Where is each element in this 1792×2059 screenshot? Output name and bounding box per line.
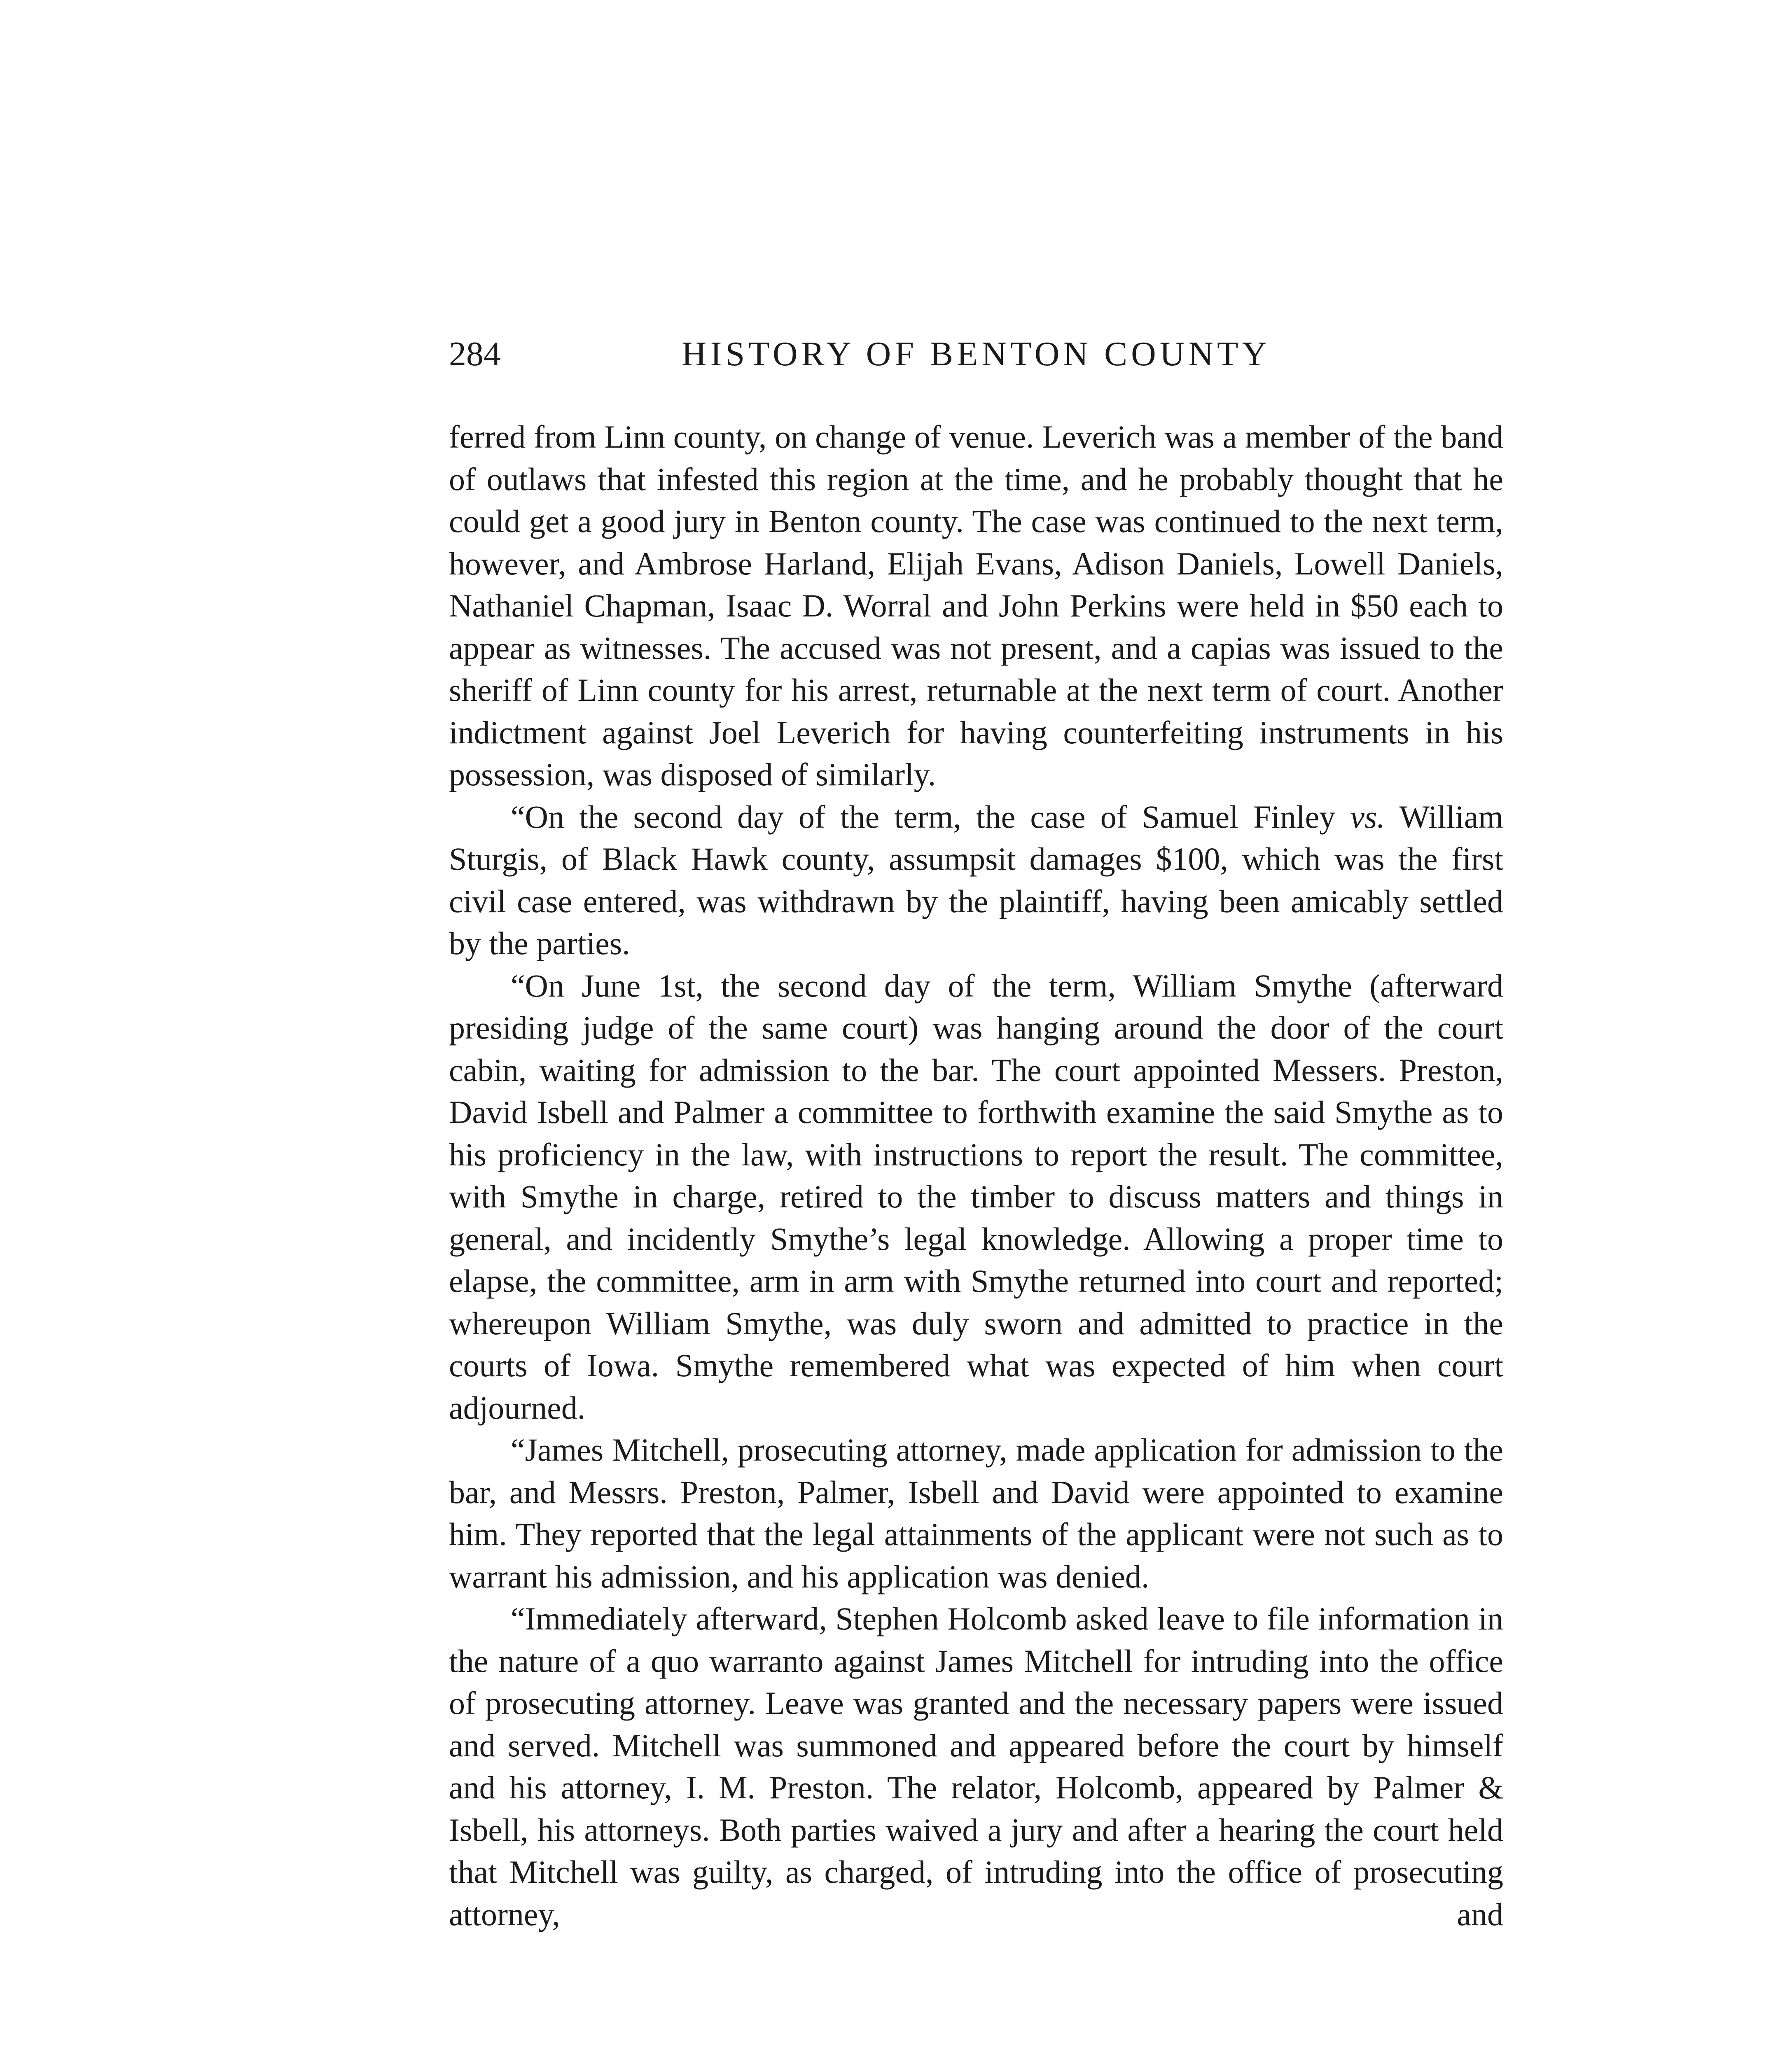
italic-vs: vs.: [1350, 798, 1385, 835]
running-head: [449, 329, 1503, 379]
paragraph-text: “On the second day of the term, the case of Samuel Finley: [511, 798, 1350, 835]
paragraph-finley-case: [449, 796, 1503, 965]
running-title: HISTORY OF BENTON COUNTY: [681, 335, 1271, 373]
paragraph-text: William Sturgis, of Black Hawk county, assumpsit damages $100, which was the first civil case entered, was withdrawn by the plaintiff, having been amicably settled by the parties.: [449, 798, 1503, 961]
body-text: [449, 416, 1503, 1935]
paragraph-mitchell-application: “James Mitchell, prosecuting attorney, made application for admission to the bar, and Messrs. Preston, Palmer, Isbell and David were appointed to examine him. They reported that the legal attainments of the applicant were not such as to warrant his admission, and his application was denied.: [449, 1432, 1503, 1594]
paragraph-continuation: ferred from Linn county, on change of venue. Leverich was a member of the band of outlaws that infested this region at the time, and he probably thought that he could get a good jury in Benton county. The case was continued to the next term, however, and Ambrose Harland, Elijah Evans, Adison Daniels, Lowell Daniels, Nathaniel Chapman, Isaac D. Worral and John Perkins were held in $50 each to appear as witnesses. The accused was not present, and a capias was issued to the sheriff of Linn county for his arrest, returnable at the next term of court. Another indictment against Joel Leverich for having counterfeiting instruments in his possession, was disposed of similarly.: [449, 419, 1503, 792]
paragraph-quo-warranto: “Immediately afterward, Stephen Holcomb asked leave to file information in the nature of a quo warranto against James Mitchell for intruding into the office of prosecuting attorney. Leave was granted and the necessary papers were issued and served. Mitchell was summoned and appeared before the court by himself and his attorney, I. M. Preston. The relator, Holcomb, appeared by Palmer & Isbell, his attorneys. Both parties waived a jury and after a hearing the court held that Mitchell was guilty, as charged, of intruding into the office of prosecuting attorney, and: [449, 1601, 1503, 1932]
page-number: 284: [449, 335, 501, 373]
paragraph-smythe-admission: “On June 1st, the second day of the term, William Smythe (afterward presiding judge of the same court) was hanging around the door of the court cabin, waiting for admission to the bar. The court appointed Messers. Preston, David Isbell and Palmer a committee to forthwith examine the said Smythe as to his proficiency in the law, with instructions to report the result. The committee, with Smythe in charge, retired to the timber to discuss matters and things in general, and incidently Smythe’s legal knowledge. Allowing a proper time to elapse, the committee, arm in arm with Smythe returned into court and reported; whereupon William Smythe, was duly sworn and admitted to practice in the courts of Iowa. Smythe remembered what was expected of him when court adjourned.: [449, 967, 1503, 1426]
